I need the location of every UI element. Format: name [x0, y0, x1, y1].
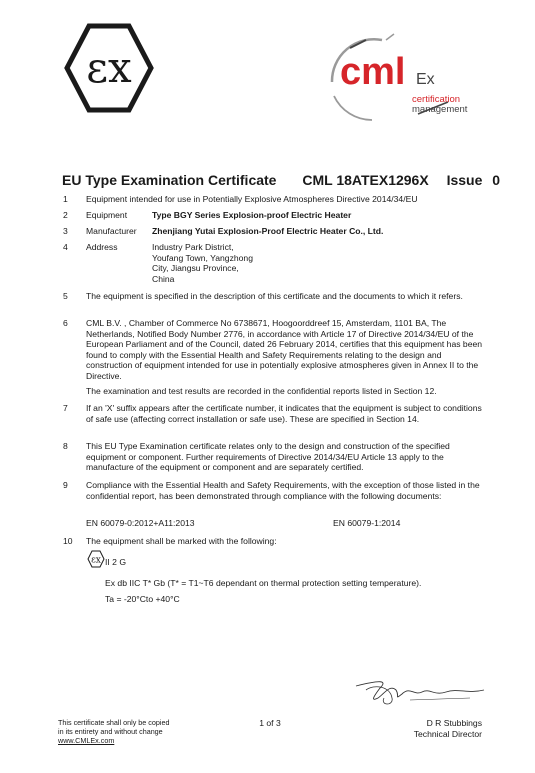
item-number-10: 10: [63, 536, 73, 546]
certificate-title: [62, 172, 501, 188]
issue-label: Issue: [446, 172, 483, 188]
address-line: City, Jiangsu Province,: [152, 263, 239, 274]
ex-hexagon-logo: [64, 22, 154, 114]
item-1-text: Equipment intended for use in Potentially Explosive Atmospheres Directive 2014/34/EU: [86, 194, 418, 204]
address-line: Industry Park District,: [152, 242, 234, 252]
item-number-8: 8: [63, 441, 68, 451]
item-number-4: 4: [63, 242, 68, 252]
equipment-value: Type BGY Series Explosion-proof Electric Heater: [152, 210, 352, 220]
footer-note-line-2: in its entirety and without change: [58, 727, 163, 737]
ambient-temperature: Ta = -20°Cto +40°C: [105, 594, 180, 604]
item-number-1: 1: [63, 194, 68, 204]
equipment-label: Equipment: [86, 210, 128, 220]
title-main: EU Type Examination Certificate: [62, 172, 277, 188]
item-number-6: 6: [63, 318, 68, 328]
page-number: 1 of 3: [259, 718, 281, 728]
item-number-5: 5: [63, 291, 68, 301]
address-line: China: [152, 273, 175, 284]
item-6-text-2: The examination and test results are recorded in the confidential reports listed in Section 12.: [86, 386, 437, 396]
ex-symbol-icon: [87, 550, 105, 568]
address-value: [152, 242, 492, 284]
signatory-name: D R Stubbings: [426, 718, 482, 728]
item-8-text: This EU Type Examination certificate relates only to the design and construction of the specified equipment or component. Further requirements of Directive 2014/34/EU Article 13 apply to the manufacture of the equipment or component and are separately certified.: [86, 441, 450, 473]
ex-symbol-text: εx: [91, 555, 101, 566]
standard-1: EN 60079-0:2012+A11:2013: [86, 518, 195, 528]
item-5-text: The equipment is specified in the description of this certificate and the documents to which it refers.: [86, 291, 463, 301]
item-9-text: Compliance with the Essential Health and Safety Requirements, with the exception of those listed in the confidential report, has been demonstrated through compliance with the following documents:: [86, 480, 480, 501]
cml-tagline-certification: certification: [412, 94, 461, 105]
signature-image: [350, 676, 490, 712]
cml-ex-text: Ex: [416, 71, 435, 88]
marking-text: Ex db IIC T* Gb (T* = T1~T6 dependant on thermal protection setting temperature).: [105, 578, 422, 588]
footer-note-line-1: This certificate shall only be copied: [58, 718, 170, 727]
address-line: Youfang Town, Yangzhong: [152, 252, 253, 263]
issue-value: 0: [492, 172, 501, 188]
standard-2: EN 60079-1:2014: [333, 518, 401, 528]
item-10-text: The equipment shall be marked with the following:: [86, 536, 277, 546]
item-number-7: 7: [63, 403, 68, 413]
item-number-9: 9: [63, 480, 68, 490]
item-6-text: CML B.V. , Chamber of Commerce No 6738671, Hoogoorddreef 15, Amsterdam, 1101 BA, The Netherlands, Notified Body Number 2776, in accordance with Article 17 of Directive 2014/34/EU of the European Parliament and of the Council, dated 26 February 2014, certifies that this equipment has been found to comply with the Essential Health and Safety Requirements relating to the design and construction of equipment intended for use in potentially explosive atmospheres given in Annex II to the Directive.: [86, 318, 483, 381]
cml-tagline-management: management: [412, 104, 468, 115]
manufacturer-value: Zhenjiang Yutai Explosion-Proof Electric Heater Co., Ltd.: [152, 226, 384, 236]
item-number-2: 2: [63, 210, 68, 220]
website-link[interactable]: www.CMLEx.com: [58, 736, 115, 746]
signatory-block: [370, 718, 482, 739]
item-number-3: 3: [63, 226, 68, 236]
address-label: Address: [86, 242, 118, 252]
ex-logo-text: εx: [86, 43, 132, 92]
footer-copy-note: [58, 718, 238, 746]
item-7-text: If an 'X' suffix appears after the certificate number, it indicates that the equipment is subject to conditions of safe use (affecting correct installation or safe use). These are specified in Section 14.: [86, 403, 482, 424]
signatory-title: Technical Director: [413, 728, 482, 739]
cml-text: cml: [340, 51, 406, 93]
manufacturer-label: Manufacturer: [86, 226, 137, 236]
certificate-number: CML 18ATEX1296X: [302, 172, 429, 188]
cml-ex-logo: [322, 26, 487, 126]
equipment-group: II 2 G: [105, 557, 127, 567]
